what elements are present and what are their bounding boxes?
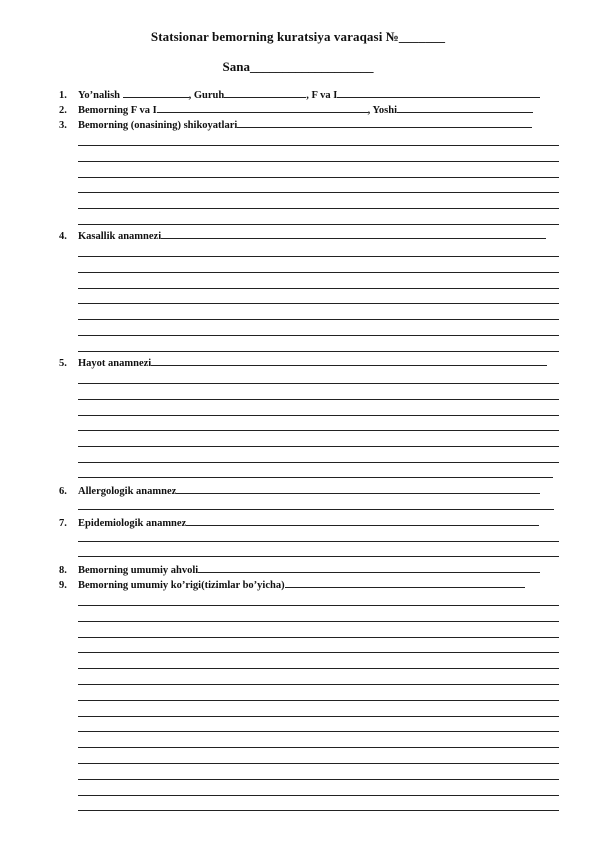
answer-line[interactable] xyxy=(78,288,559,289)
name-blank[interactable] xyxy=(337,88,540,98)
complaints-label: Bemorning (onasining) shikoyatlari xyxy=(78,120,238,131)
answer-line[interactable] xyxy=(78,272,559,273)
answer-line[interactable] xyxy=(78,462,559,463)
answer-line[interactable] xyxy=(78,779,559,780)
date-field: Sana___________________ xyxy=(222,59,374,74)
item-1 xyxy=(59,88,559,102)
item-9 xyxy=(59,578,559,592)
patient-name-blank[interactable] xyxy=(157,103,368,113)
answer-line[interactable] xyxy=(78,541,559,542)
epidemiology-blank[interactable] xyxy=(186,516,539,526)
answer-line[interactable] xyxy=(78,303,559,304)
answer-line[interactable] xyxy=(78,716,559,717)
disease-history-blank[interactable] xyxy=(161,229,546,239)
group-blank[interactable] xyxy=(224,88,306,98)
answer-line[interactable] xyxy=(78,177,559,178)
direction-blank[interactable] xyxy=(123,88,189,98)
answer-line[interactable] xyxy=(78,256,559,257)
answer-line[interactable] xyxy=(78,795,559,796)
item-number: 1. xyxy=(59,90,67,101)
life-history-blank[interactable] xyxy=(151,356,547,366)
item-number: 9. xyxy=(59,580,67,591)
answer-line[interactable] xyxy=(78,145,559,146)
answer-line[interactable] xyxy=(78,415,559,416)
answer-line[interactable] xyxy=(78,700,559,701)
allergy-history-label: Allergologik anamnez xyxy=(78,486,177,497)
item-4 xyxy=(59,229,559,243)
name-label: , F va I xyxy=(306,90,338,101)
answer-line[interactable] xyxy=(78,477,553,478)
answer-line[interactable] xyxy=(78,335,559,336)
answer-line[interactable] xyxy=(78,810,559,811)
form-title: Statsionar bemorning kuratsiya varaqasi №_______ xyxy=(150,29,446,44)
answer-line[interactable] xyxy=(78,684,559,685)
item-number: 3. xyxy=(59,120,67,131)
answer-line[interactable] xyxy=(78,351,559,352)
answer-line[interactable] xyxy=(78,652,559,653)
item-number: 2. xyxy=(59,105,67,116)
epidemiology-label: Epidemiologik anamnez xyxy=(78,518,187,529)
answer-line[interactable] xyxy=(78,319,559,320)
direction-label: Yo’nalish xyxy=(78,90,121,101)
answer-line[interactable] xyxy=(78,224,559,225)
item-2 xyxy=(59,103,559,117)
item-number: 6. xyxy=(59,486,67,497)
answer-line[interactable] xyxy=(78,747,559,748)
answer-line[interactable] xyxy=(78,621,559,622)
item-number: 8. xyxy=(59,565,67,576)
general-exam-blank[interactable] xyxy=(285,578,525,588)
answer-line[interactable] xyxy=(78,192,559,193)
answer-line[interactable] xyxy=(78,668,559,669)
life-history-label: Hayot anamnezi xyxy=(78,358,152,369)
general-condition-label: Bemorning umumiy ahvoli xyxy=(78,565,199,576)
answer-line[interactable] xyxy=(78,383,559,384)
item-3 xyxy=(59,118,559,132)
general-exam-label: Bemorning umumiy ko’rigi(tizimlar bo’yicha) xyxy=(78,580,285,591)
disease-history-label: Kasallik anamnezi xyxy=(78,231,162,242)
answer-line[interactable] xyxy=(78,509,554,510)
answer-line[interactable] xyxy=(78,637,559,638)
age-blank[interactable] xyxy=(397,103,533,113)
allergy-history-blank[interactable] xyxy=(176,484,540,494)
answer-line[interactable] xyxy=(78,399,559,400)
item-number: 4. xyxy=(59,231,67,242)
item-8 xyxy=(59,563,559,577)
answer-line[interactable] xyxy=(78,161,559,162)
answer-line[interactable] xyxy=(78,731,559,732)
answer-line[interactable] xyxy=(78,605,559,606)
group-label: , Guruh xyxy=(188,90,225,101)
item-5 xyxy=(59,356,559,370)
answer-line[interactable] xyxy=(78,556,559,557)
answer-line[interactable] xyxy=(78,208,559,209)
item-number: 7. xyxy=(59,518,67,529)
answer-line[interactable] xyxy=(78,446,559,447)
item-7 xyxy=(59,516,559,530)
answer-line[interactable] xyxy=(78,430,559,431)
age-label: , Yoshi xyxy=(367,105,398,116)
general-condition-blank[interactable] xyxy=(198,563,540,573)
item-number: 5. xyxy=(59,358,67,369)
answer-line[interactable] xyxy=(78,763,559,764)
patient-name-label: Bemorning F va I xyxy=(78,105,157,116)
item-6 xyxy=(59,484,559,498)
complaints-blank[interactable] xyxy=(237,118,532,128)
